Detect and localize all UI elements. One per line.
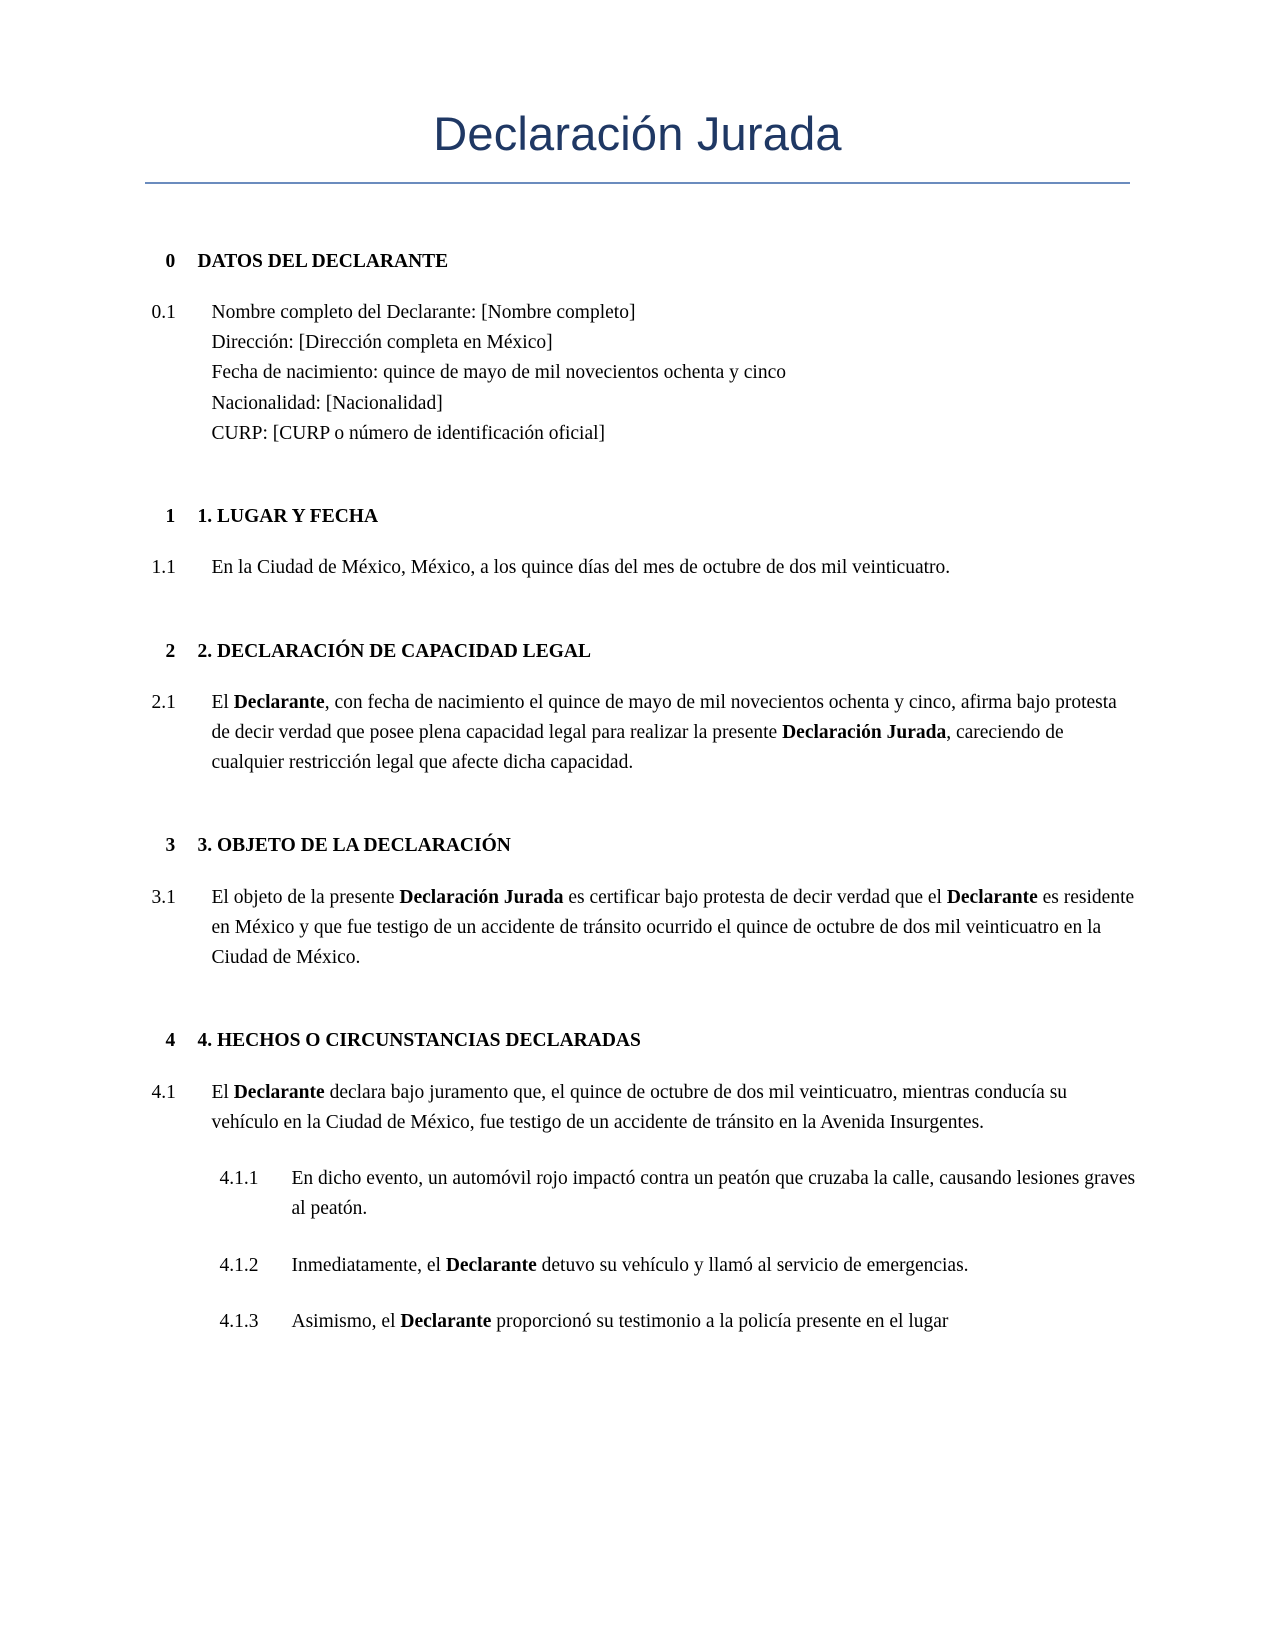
section-heading-2 [152,638,1138,666]
paragraph-text-4-1: El Declarante declara bajo juramento que, el quince de octubre de dos mil veinticuatro, mientras conducía su vehículo en la Ciudad de México, fue testigo de un accidente de tránsito en la Avenida Insurgentes. [211,1081,1068,1133]
subparagraph-number-4-1-2: 4.1.2 [219,1254,259,1276]
paragraph-number-2-1: 2.1 [151,691,176,713]
subparagraph-text-4-1-2: Inmediatamente, el Declarante detuvo su vehículo y llamó al servicio de emergencias. [291,1254,969,1276]
paragraph-text-2-1: El Declarante, con fecha de nacimiento el quince de mayo de mil novecientos ochenta y cinco, afirma bajo protesta de decir verdad que posee plena capacidad legal para realizar la presente Declaración Jurada, careciendo de cualquier restricción legal que afecte dicha capacidad. [211,691,1117,774]
section-number-0: 0 [165,250,176,272]
section-number-2: 2 [165,640,176,662]
paragraph-number-4-1: 4.1 [151,1081,176,1103]
paragraph-4-1 [152,1078,1138,1138]
page-title: Declaración Jurada [433,107,842,160]
section-heading-1 [152,503,1138,531]
paragraph-text-0-1 [212,298,1138,449]
section-title-3: 3. OBJETO DE LA DECLARACIÓN [197,835,511,857]
paragraph-number-0-1: 0.1 [151,301,176,323]
subparagraph-4-1-2 [152,1251,1138,1281]
section-heading-3 [152,832,1138,860]
section-title-2: 2. DECLARACIÓN DE CAPACIDAD LEGAL [197,640,591,662]
declarant-birthdate-line: Fecha de nacimiento: quince de mayo de mil novecientos ochenta y cinco [211,362,787,384]
subparagraph-number-4-1-1: 4.1.1 [219,1168,259,1190]
section-heading-4 [152,1027,1138,1055]
section-title-1: 1. LUGAR Y FECHA [197,506,379,528]
declarant-curp-line: CURP: [CURP o número de identificación oficial] [211,422,606,444]
section-number-3: 3 [165,835,176,857]
paragraph-number-1-1: 1.1 [151,557,176,579]
section-heading-0 [152,248,1138,276]
subparagraph-4-1-3 [152,1307,1138,1337]
title-block [0,0,1275,184]
paragraph-2-1 [152,688,1138,779]
subparagraph-4-1-1 [152,1164,1138,1224]
subparagraph-text-4-1-1: En dicho evento, un automóvil rojo impactó contra un peatón que cruzaba la calle, causando lesiones graves al peatón. [291,1168,1136,1220]
declarant-nationality-line: Nacionalidad: [Nacionalidad] [211,392,443,414]
paragraph-1-1 [152,553,1138,583]
title-divider [145,182,1130,184]
section-title-0: DATOS DEL DECLARANTE [197,250,449,272]
section-number-4: 4 [165,1030,176,1052]
paragraph-text-1-1: En la Ciudad de México, México, a los quince días del mes de octubre de dos mil veinticuatro. [211,557,951,579]
paragraph-3-1 [152,883,1138,974]
paragraph-number-3-1: 3.1 [151,886,176,908]
document-body [138,248,1138,1337]
paragraph-text-3-1: El objeto de la presente Declaración Jurada es certificar bajo protesta de decir verdad que el Declarante es residente en México y que fue testigo de un accidente de tránsito ocurrido el quince de octubre de dos mil veinticuatro en la Ciudad de México. [211,886,1135,969]
paragraph-0-1 [152,298,1138,449]
section-title-4: 4. HECHOS O CIRCUNSTANCIAS DECLARADAS [197,1030,641,1052]
subparagraph-text-4-1-3: Asimismo, el Declarante proporcionó su testimonio a la policía presente en el lugar [291,1310,949,1332]
section-number-1: 1 [165,506,176,528]
declarant-address-line: Dirección: [Dirección completa en México] [211,332,553,354]
subparagraph-number-4-1-3: 4.1.3 [219,1310,259,1332]
declarant-name-line: Nombre completo del Declarante: [Nombre completo] [211,301,636,323]
